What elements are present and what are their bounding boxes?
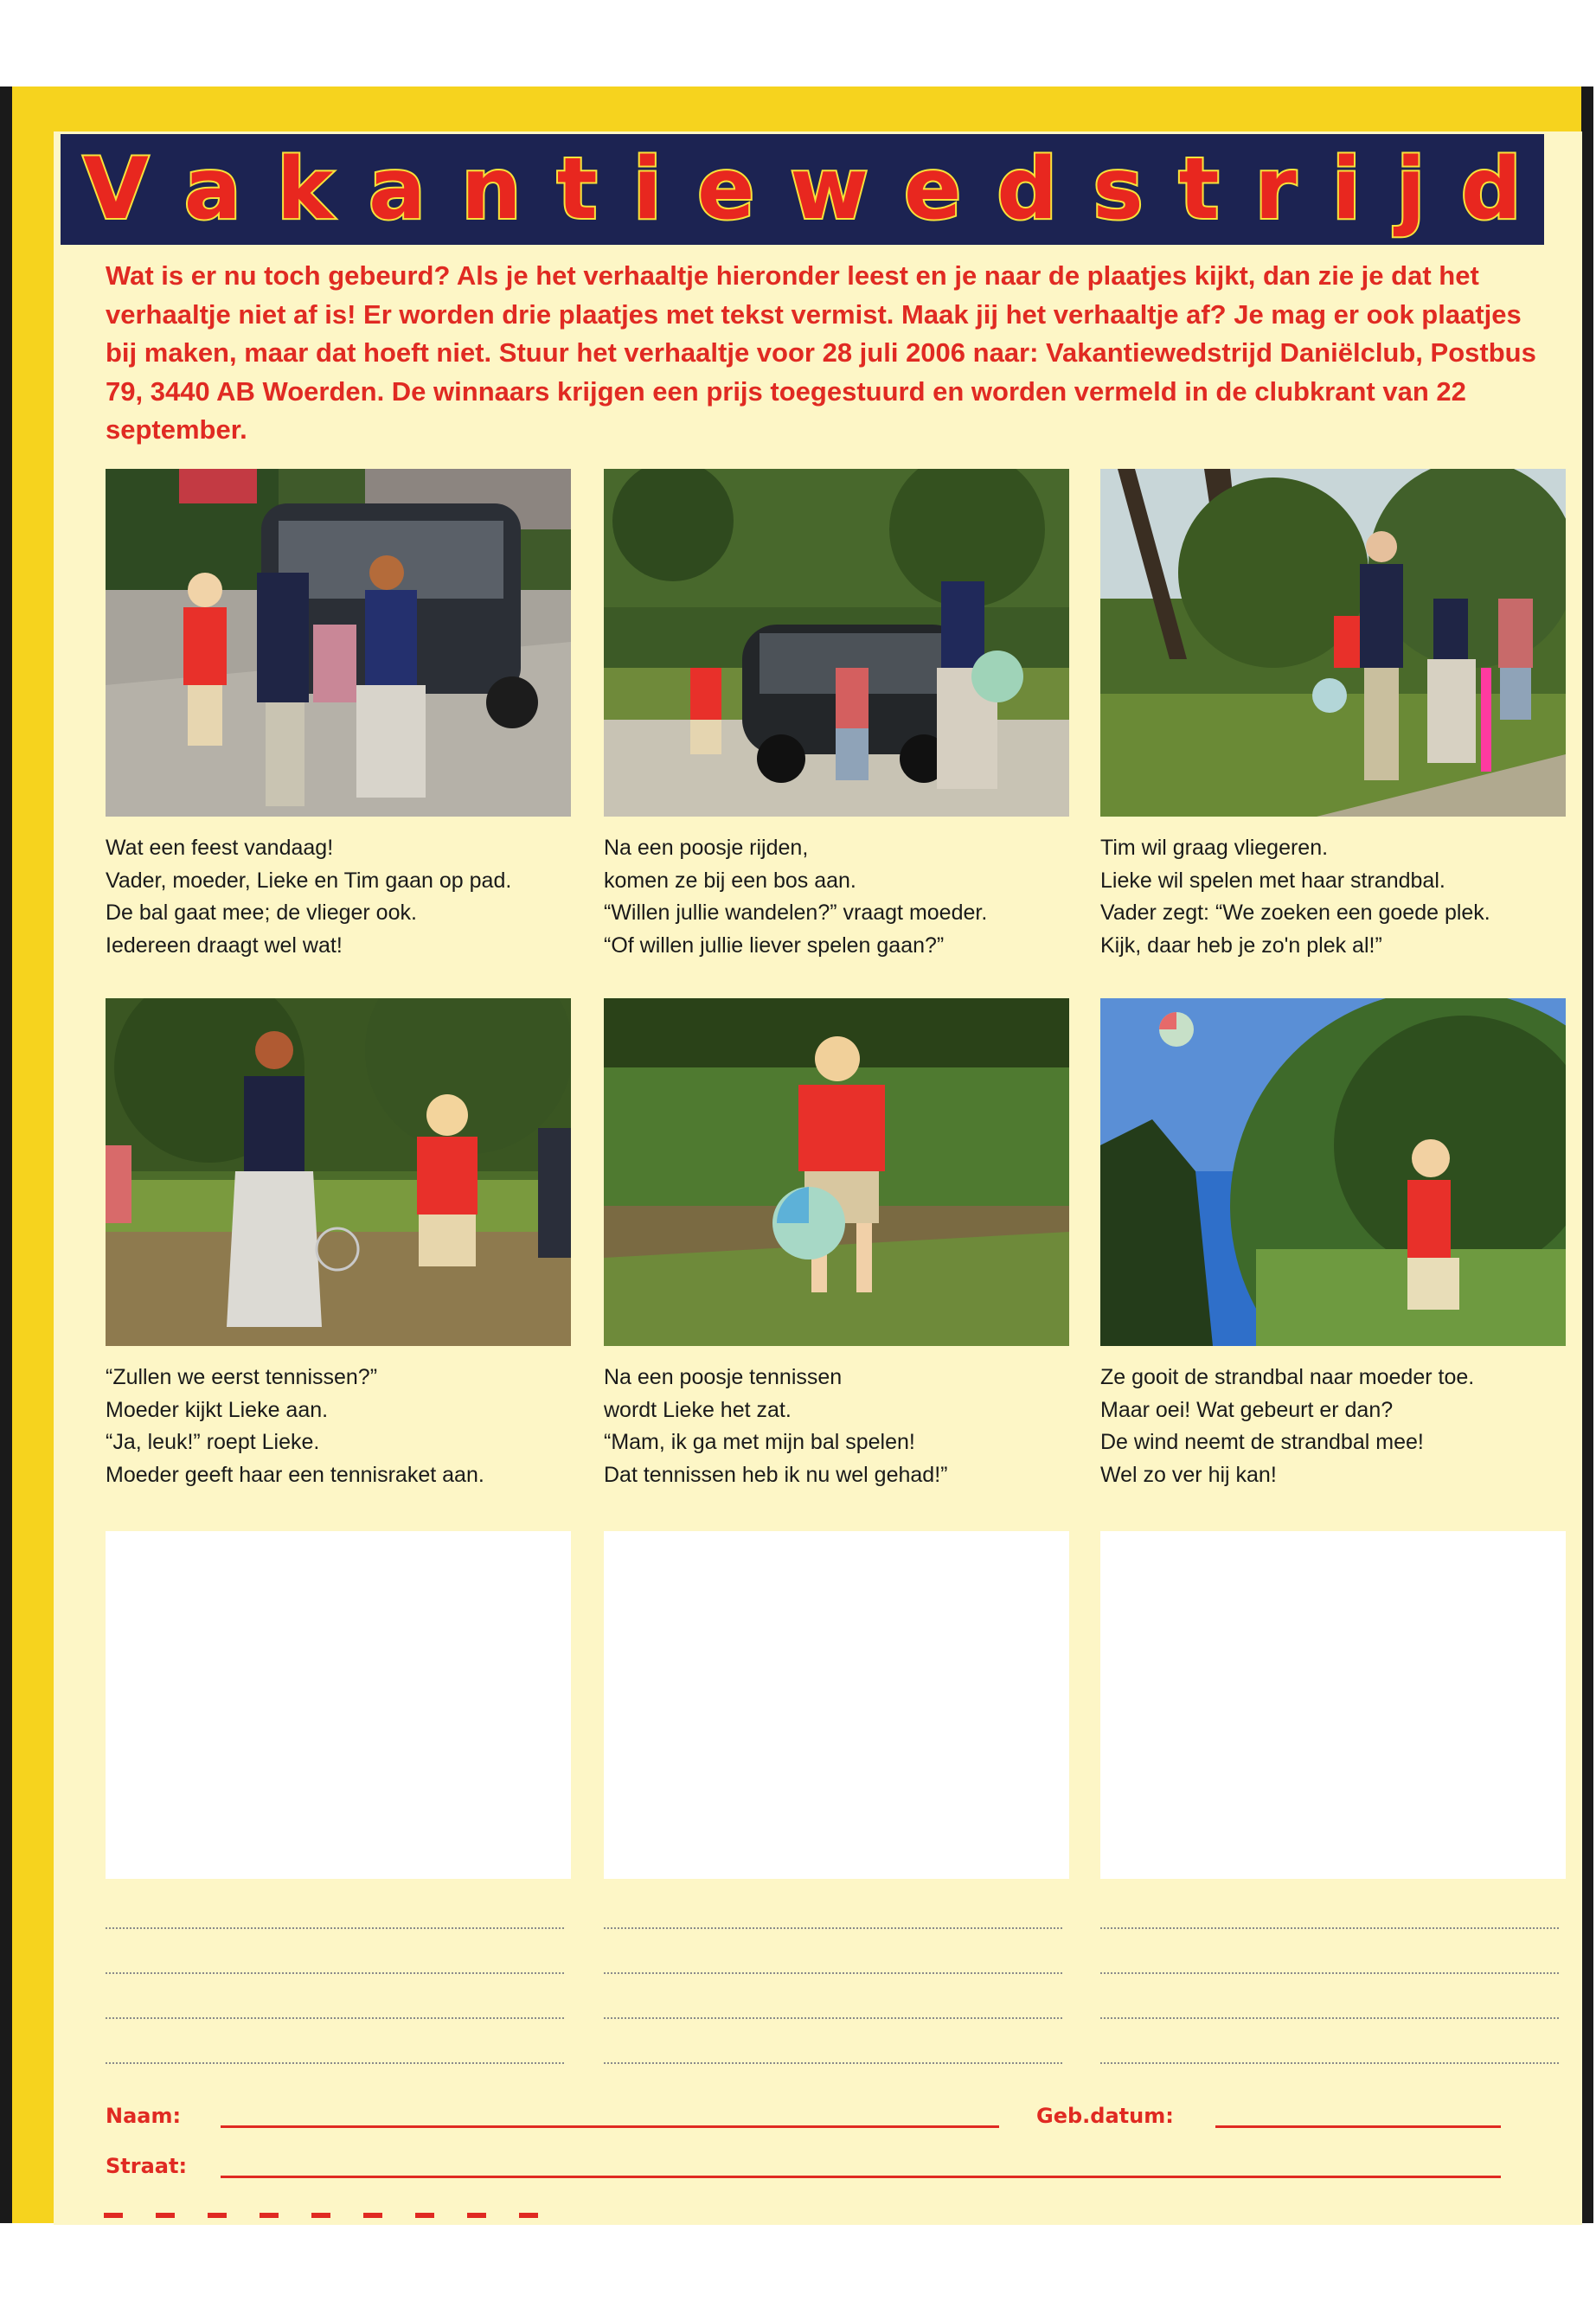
title-letter: r [1254,140,1297,239]
panel-2-caption [604,832,1088,962]
street-label: Straat: [106,2154,188,2178]
caption-line: “Zullen we eerst tennissen?” [106,1365,378,1389]
writing-line[interactable] [106,2017,564,2019]
drawing-box-7[interactable] [106,1531,571,1879]
writing-line[interactable] [1100,2017,1559,2019]
title-letter: j [1396,140,1426,239]
photo-ball-in-wind [1100,998,1566,1346]
title-letter: e [903,140,962,239]
title-letter: d [997,140,1058,239]
writing-line[interactable] [1100,1927,1559,1929]
title-banner [61,134,1544,245]
title-letter: e [697,140,755,239]
caption-line: Moeder kijkt Lieke aan. [106,1397,329,1422]
street-field[interactable] [221,2176,1501,2178]
caption-line: “Willen jullie wandelen?” vraagt moeder. [604,901,988,925]
birthdate-label: Geb.datum: [1036,2104,1174,2128]
drawing-box-8[interactable] [604,1531,1069,1879]
panel-6-caption [1100,1362,1585,1491]
panel-3-caption [1100,832,1585,962]
photo-family-car-loading [106,469,571,817]
panel-4-caption [106,1362,590,1491]
writing-line[interactable] [1100,2062,1559,2064]
caption-line: De wind neemt de strandbal mee! [1100,1430,1424,1454]
title-letter: k [276,140,334,239]
photo-tennis [106,998,571,1346]
title-letter: d [1460,140,1522,239]
page-title [61,134,1544,245]
left-edge-shadow [0,87,12,2223]
title-letter: n [461,140,522,239]
title-letter: i [632,140,663,239]
writing-line[interactable] [604,2017,1062,2019]
caption-line: Na een poosje rijden, [604,836,809,860]
writing-line[interactable] [106,2062,564,2064]
caption-line: Moeder geeft haar een tennisraket aan. [106,1462,484,1487]
title-letter: t [1178,140,1220,239]
caption-line: Ze gooit de strandbal naar moeder toe. [1100,1365,1475,1389]
writing-line[interactable] [604,2062,1062,2064]
title-letter: V [83,140,149,239]
caption-line: Kijk, daar heb je zo'n plek al!” [1100,933,1382,958]
photo-beach-ball [604,998,1069,1346]
writing-line[interactable] [1100,1972,1559,1974]
writing-line[interactable] [604,1972,1062,1974]
caption-line: Na een poosje tennissen [604,1365,843,1389]
intro-paragraph: Wat is er nu toch gebeurd? Als je het verhaaltje hieronder leest en je naar de plaatjes kijkt, dan zie je dat het verhaaltje niet af is! Er worden drie plaatjes met tekst vermist. Maak jij het verhaaltje af? Je mag er ook plaatjes bij maken, maar dat hoeft niet. Stuur het verhaaltje voor 28 juli 2006 naar: Vakantiewedstrijd Daniëlclub, Postbus 79, 3440 AB Woerden. De winnaars krijgen een prijs toegestuurd en worden vermeld in de clubkrant van 22 september. [106,260,1536,445]
caption-line: Tim wil graag vliegeren. [1100,836,1329,860]
title-letter: a [183,140,241,239]
caption-line: Vader, moeder, Lieke en Tim gaan op pad. [106,868,512,893]
caption-line: “Of willen jullie liever spelen gaan?” [604,933,945,958]
title-letter: s [1093,140,1144,239]
cut-off-next-field [104,2213,554,2218]
caption-line: Maar oei! Wat gebeurt er dan? [1100,1397,1394,1422]
caption-line: “Mam, ik ga met mijn bal spelen! [604,1430,915,1454]
caption-line: Lieke wil spelen met haar strandbal. [1100,868,1445,893]
writing-line[interactable] [106,1972,564,1974]
caption-line: Wel zo ver hij kan! [1100,1462,1277,1487]
caption-line: De bal gaat mee; de vlieger ook. [106,901,417,925]
caption-line: Vader zegt: “We zoeken een goede plek. [1100,901,1490,925]
photo-looking-for-spot [1100,469,1566,817]
photo-arrive-at-forest [604,469,1069,817]
name-label: Naam: [106,2104,182,2128]
caption-line: wordt Lieke het zat. [604,1397,792,1422]
right-edge-shadow [1581,87,1593,2223]
writing-line[interactable] [106,1927,564,1929]
drawing-box-9[interactable] [1100,1531,1566,1879]
caption-line: Iedereen draagt wel wat! [106,933,343,958]
title-letter: a [368,140,426,239]
writing-line[interactable] [604,1927,1062,1929]
title-letter: w [790,140,869,239]
caption-line: Dat tennissen heb ik nu wel gehad!” [604,1462,948,1487]
caption-line: komen ze bij een bos aan. [604,868,856,893]
name-field[interactable] [221,2125,999,2128]
title-letter: i [1331,140,1362,239]
caption-line: Wat een feest vandaag! [106,836,334,860]
caption-line: “Ja, leuk!” roept Lieke. [106,1430,320,1454]
panel-1-caption [106,832,590,962]
birthdate-field[interactable] [1215,2125,1501,2128]
panel-5-caption [604,1362,1088,1491]
title-letter: t [556,140,598,239]
